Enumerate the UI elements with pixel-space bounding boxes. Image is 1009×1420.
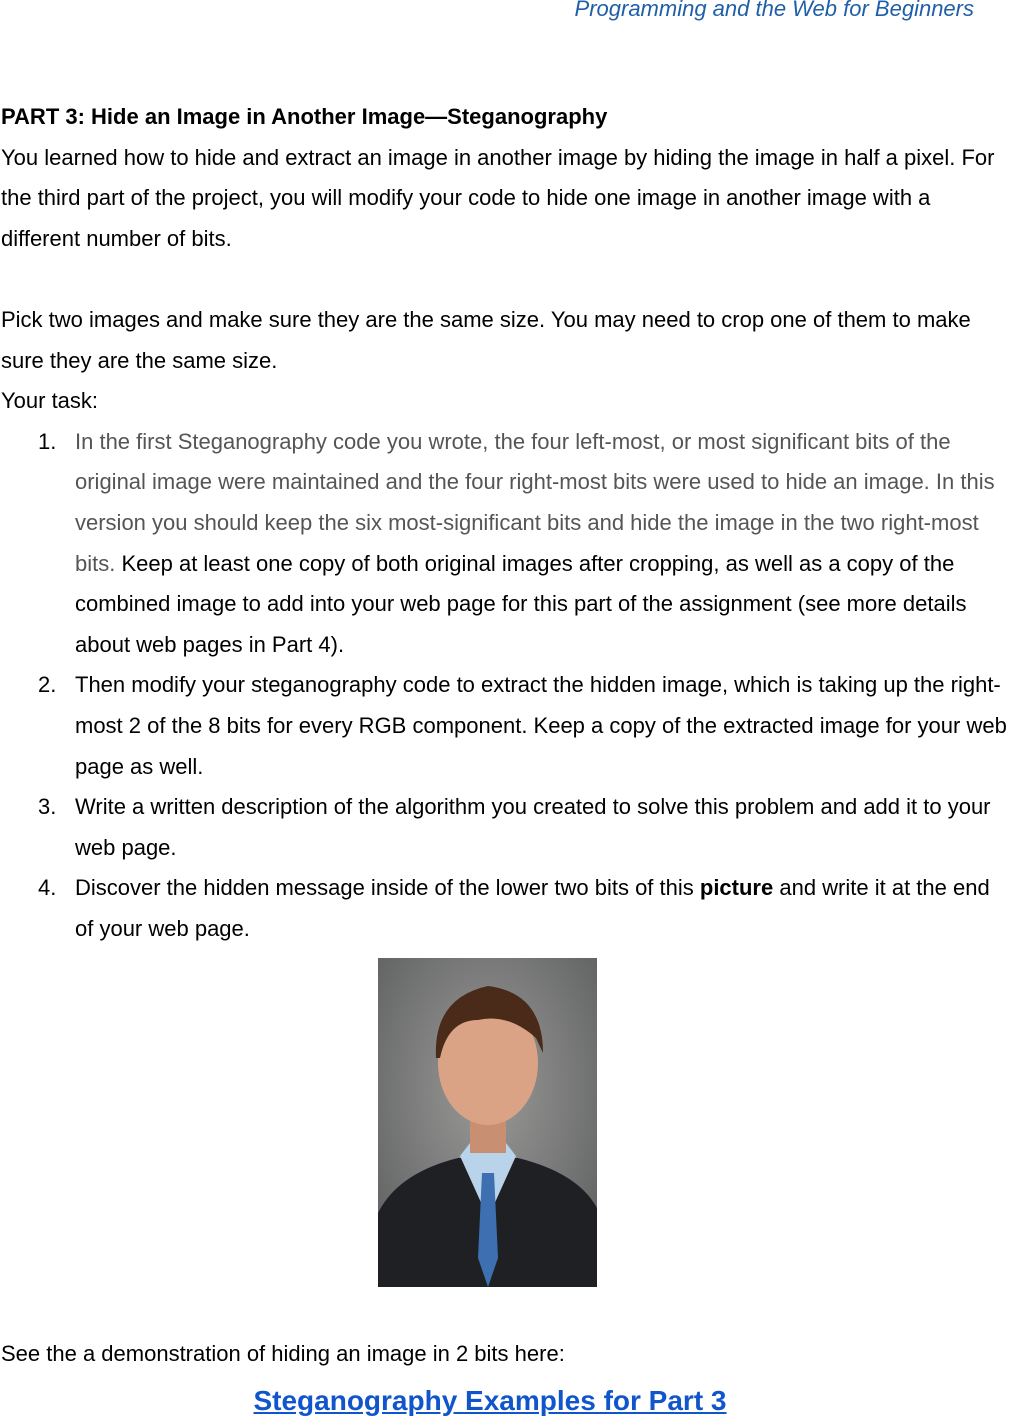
task-item	[1, 868, 995, 949]
task-text: Then modify your steganography code to extract the hidden image, which is taking up the right-most 2 of the 8 bits for every RGB component. Keep a copy of the extracted image for your web page as well.	[75, 672, 1007, 779]
list-number: 3.	[38, 794, 57, 820]
task-label: Your task:	[1, 388, 99, 414]
task-item	[1, 665, 1009, 787]
task-text: Write a written description of the algorithm you created to solve this problem and add it to your web page.	[75, 794, 991, 860]
section-heading: PART 3: Hide an Image in Another Image—Steganography	[1, 104, 608, 129]
task-item	[1, 422, 1009, 666]
demo-text: See the a demonstration of hiding an image in 2 bits here:	[1, 1341, 565, 1366]
steganography-examples-link[interactable]: Steganography Examples for Part 3	[253, 1385, 727, 1416]
task-text-gray: In the first Steganography code you wrote, the four left-most, or most significant bits of the original image were maintained and the four right-most bits were used to hide an image. In this version you should keep the six most-significant bits and hide the image in the two right-most bits.	[75, 428, 995, 576]
list-number: 1.	[38, 428, 57, 454]
picture-link-text[interactable]: picture	[699, 875, 774, 901]
pick-paragraph: Pick two images and make sure they are the same size. You may need to crop one of them to make sure they are the same size.	[1, 306, 971, 373]
portrait-photo	[378, 958, 597, 1287]
task-text: and write it at the end of your web page.	[75, 875, 990, 941]
list-number: 2.	[38, 672, 57, 698]
intro-paragraph: You learned how to hide and extract an image in another image by hiding the image in half a pixel. For the third part of the project, you will modify your code to hide one image in another image with a different number of bits.	[1, 144, 995, 251]
task-item	[1, 787, 1009, 868]
task-list	[1, 422, 1009, 950]
running-header: Programming and the Web for Beginners	[574, 0, 974, 21]
task-text: Discover the hidden message inside of the lower two bits of this	[75, 875, 700, 901]
list-number: 4.	[38, 875, 57, 901]
document-body	[1, 97, 1009, 949]
task-text: Keep at least one copy of both original images after cropping, as well as a copy of the combined image to add into your web page for this part of the assignment (see more details about web pages in Part 4).	[75, 550, 967, 657]
